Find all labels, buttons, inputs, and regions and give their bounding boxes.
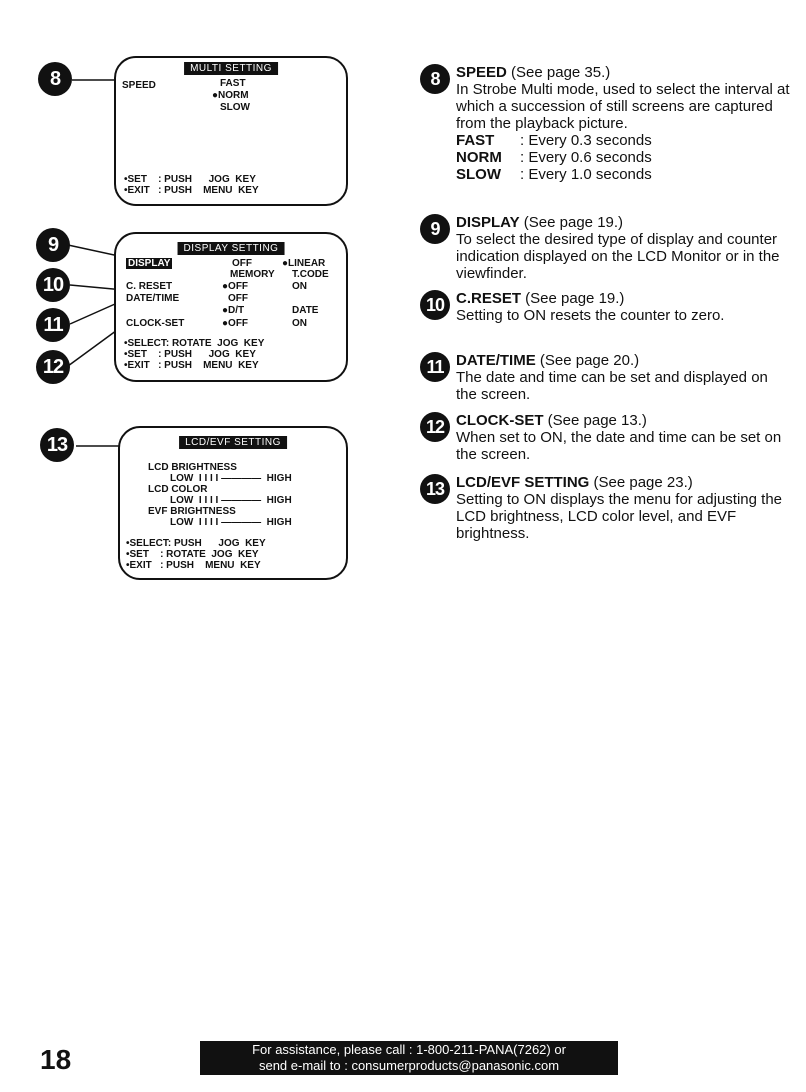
creset-label: C. RESET (126, 281, 173, 292)
datetime-heading: DATE/TIME (456, 352, 536, 369)
select-line: •SELECT: PUSH JOG KEY (126, 538, 266, 549)
assistance-footer (200, 1041, 618, 1075)
lcd-evf-setting-title: LCD/EVF SETTING (179, 436, 287, 449)
lcd-color-bar: LOW I I I I ———— HIGH (170, 495, 292, 506)
callout-8-icon: 8 (420, 64, 450, 94)
callout-13-icon: 13 (40, 428, 74, 462)
multi-setting-screen (114, 56, 348, 206)
creset-page-ref: (See page 19.) (521, 290, 625, 307)
lcd-color-label: LCD COLOR (148, 484, 208, 495)
lcd-brightness-bar: LOW I I I I ———— HIGH (170, 473, 292, 484)
clockset-on: ON (292, 318, 307, 329)
display-linear: ●LINEAR (282, 258, 326, 269)
speed-option-fast: FAST (220, 78, 246, 89)
speed-row-slow: SLOW : Every 1.0 seconds (456, 166, 652, 183)
footer-line-2: send e-mail to : consumerproducts@panasonic.com (258, 1058, 560, 1073)
display-label: DISPLAY (128, 258, 171, 269)
speed-label: SPEED (122, 80, 156, 91)
select-line: •SELECT: ROTATE JOG KEY (124, 338, 265, 349)
datetime-description (420, 352, 790, 403)
display-text: To select the desired type of display and counter indication displayed on the LCD Monitor or in the viewfinder. (456, 231, 780, 282)
speed-row-norm: NORM : Every 0.6 seconds (456, 149, 652, 166)
creset-heading: C.RESET (456, 290, 522, 307)
speed-row-fast: FAST : Every 0.3 seconds (456, 132, 652, 149)
lcd-brightness-label: LCD BRIGHTNESS (148, 462, 237, 473)
lcdevf-page-ref: (See page 23.) (589, 474, 693, 491)
evf-brightness-label: EVF BRIGHTNESS (148, 506, 236, 517)
creset-text: Setting to ON resets the counter to zero. (456, 307, 725, 324)
callout-11-icon: 11 (36, 308, 70, 342)
datetime-text: The date and time can be set and displayed on the screen. (456, 369, 768, 403)
display-off: OFF (232, 258, 252, 269)
callout-9-icon: 9 (420, 214, 450, 244)
datetime-off: OFF (228, 293, 248, 304)
creset-description (420, 290, 790, 324)
display-memory: MEMORY (230, 269, 275, 280)
multi-setting-title: MULTI SETTING (184, 62, 278, 75)
callout-12-icon: 12 (420, 412, 450, 442)
datetime-label: DATE/TIME (126, 293, 180, 304)
display-page-ref: (See page 19.) (519, 214, 624, 231)
callout-10-icon: 10 (36, 268, 70, 302)
display-setting-screen (114, 232, 348, 382)
creset-on: ON (292, 281, 307, 292)
display-description (420, 214, 790, 282)
callout-12-icon: 12 (36, 350, 70, 384)
callout-10-icon: 10 (420, 290, 450, 320)
display-setting-title: DISPLAY SETTING (178, 242, 285, 255)
lcdevf-description (420, 474, 790, 542)
datetime-page-ref: (See page 20.) (535, 352, 640, 369)
clockset-description (420, 412, 790, 463)
speed-option-norm: ●NORM (212, 90, 249, 101)
speed-option-slow: SLOW (220, 102, 250, 113)
exit-line: •EXIT : PUSH MENU KEY (124, 185, 259, 196)
clockset-heading: CLOCK-SET (456, 412, 544, 429)
exit-line: •EXIT : PUSH MENU KEY (126, 560, 261, 571)
set-line: •SET : PUSH JOG KEY (124, 174, 256, 185)
callout-9-icon: 9 (36, 228, 70, 262)
speed-text: In Strobe Multi mode, used to select the interval at which a succession of still screens are captured from the playback picture. (456, 81, 790, 132)
callout-11-icon: 11 (420, 352, 450, 382)
lcdevf-heading: LCD/EVF SETTING (456, 474, 590, 491)
lcdevf-text: Setting to ON displays the menu for adjusting the LCD brightness, LCD color level, and EVF brightness. (456, 491, 783, 542)
exit-line: •EXIT : PUSH MENU KEY (124, 360, 259, 371)
callout-13-icon: 13 (420, 474, 450, 504)
display-heading: DISPLAY (456, 214, 520, 231)
footer-line-1: For assistance, please call : 1-800-211-PANA(7262) or (252, 1042, 566, 1057)
callout-8-icon: 8 (38, 62, 72, 96)
display-tcode: T.CODE (292, 269, 329, 280)
creset-off: ●OFF (222, 281, 249, 292)
lcd-evf-setting-screen (118, 426, 348, 580)
speed-description (420, 64, 790, 183)
clockset-text: When set to ON, the date and time can be set on the screen. (456, 429, 782, 463)
clockset-label: CLOCK-SET (126, 318, 185, 329)
speed-heading: SPEED (456, 64, 507, 81)
datetime-dt: ●D/T (222, 305, 245, 316)
set-line: •SET : ROTATE JOG KEY (126, 549, 259, 560)
page-number: 18 (40, 1044, 72, 1075)
speed-page-ref: (See page 35.) (506, 64, 611, 81)
set-line: •SET : PUSH JOG KEY (124, 349, 256, 360)
datetime-date: DATE (292, 305, 319, 316)
clockset-off: ●OFF (222, 318, 249, 329)
clockset-page-ref: (See page 13.) (543, 412, 647, 429)
evf-brightness-bar: LOW I I I I ———— HIGH (170, 517, 292, 528)
